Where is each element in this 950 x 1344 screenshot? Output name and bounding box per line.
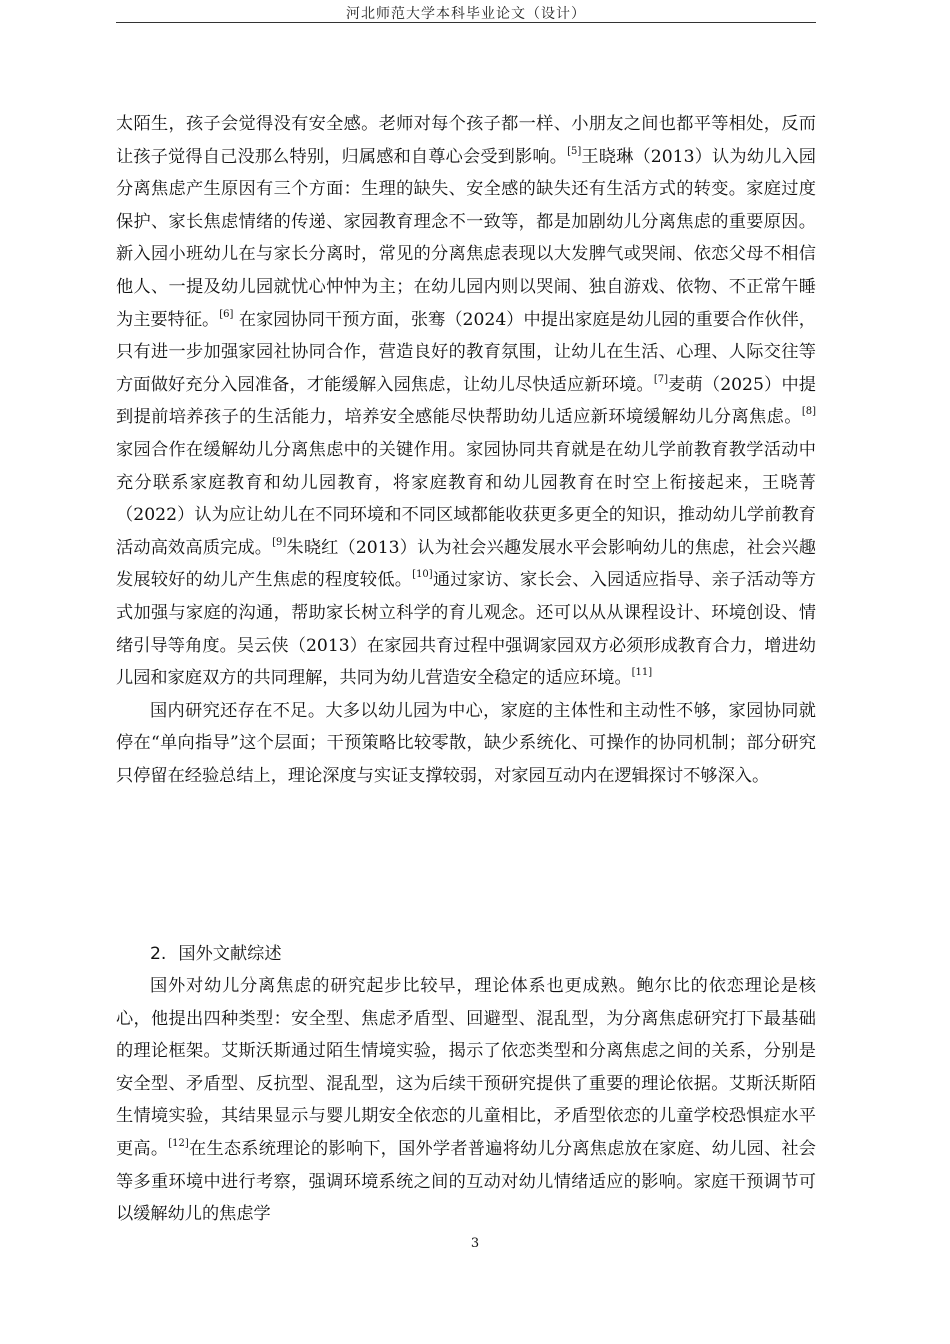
- page-number: 3: [470, 1236, 480, 1251]
- domestic-review-body: [116, 108, 816, 792]
- paragraph-domestic-studies: 太陌生，孩子会觉得没有安全感。老师对每个孩子都一样、小朋友之间也都平等相处，反而让孩子觉得自己没那么特别，归属感和自尊心会受到影响。[5]王晓琳（2013）认为幼儿入园分离焦虑产生原因有三个方面：生理的缺失、安全感的缺失还有生活方式的转变。家庭过度保护、家长焦虑情绪的传递、家园教育理念不一致等，都是加剧幼儿分离焦虑的重要原因。新入园小班幼儿在与家长分离时，常见的分离焦虑表现以大发脾气或哭闹、依恋父母不相信他人、一提及幼儿园就忧心忡忡为主；在幼儿园内则以哭闹、独自游戏、依物、不正常午睡为主要特征。[6] 在家园协同干预方面，张骞（2024）中提出家庭是幼儿园的重要合作伙伴，只有进一步加强家园社协同合作，营造良好的教育氛围，让幼儿在生活、心理、人际交往等方面做好充分入园准备，才能缓解入园焦虑，让幼儿尽快适应新环境。[7]麦萌（2025）中提到提前培养孩子的生活能力，培养安全感能尽快帮助幼儿适应新环境缓解幼儿分离焦虑。[8]家园合作在缓解幼儿分离焦虑中的关键作用。家园协同共育就是在幼儿学前教育教学活动中充分联系家庭教育和幼儿园教育，将家庭教育和幼儿园教育在时空上衔接起来，王晓菁（2022）认为应让幼儿在不同环境和不同区域都能收获更多更全的知识，推动幼儿学前教育活动高效高质完成。[9]朱晓红（2013）认为社会兴趣发展水平会影响幼儿的焦虑，社会兴趣发展较好的幼儿产生焦虑的程度较低。[10]通过家访、家长会、入园适应指导、亲子活动等方式加强与家庭的沟通，帮助家长树立科学的育儿观念。还可以从从课程设计、环境创设、情绪引导等角度。吴云侠（2013）在家园共育过程中强调家园双方必须形成教育合力，增进幼儿园和家庭双方的共同理解，共同为幼儿营造安全稳定的适应环境。[11]: [116, 114, 816, 689]
- paragraph-foreign-studies: 国外对幼儿分离焦虑的研究起步比较早，理论体系也更成熟。鲍尔比的依恋理论是核心，他提出四种类型：安全型、焦虑矛盾型、回避型、混乱型，为分离焦虑研究打下最基础的理论框架。艾斯沃斯通过陌生情境实验，揭示了依恋类型和分离焦虑之间的关系，分别是安全型、矛盾型、反抗型、混乱型，这为后续干预研究提供了重要的理论依据。艾斯沃斯陌生情境实验，其结果显示与婴儿期安全依恋的儿童相比，矛盾型依恋的儿童学校恐惧症水平更高。[12]在生态系统理论的影响下，国外学者普遍将幼儿分离焦虑放在家庭、幼儿园、社会等多重环境中进行考察，强调环境系统之间的互动对幼儿情绪适应的影响。家庭干预调节可以缓解幼儿的焦虑学: [116, 976, 816, 1225]
- paragraph-domestic-shortcomings: 国内研究还存在不足。大多以幼儿园为中心，家庭的主体性和主动性不够，家园协同就停在“单向指导”这个层面；干预策略比较零散，缺少系统化、可操作的协同机制；部分研究只停留在经验总结上，理论深度与实证支撑较弱，对家园互动内在逻辑探讨不够深入。: [116, 700, 816, 786]
- section-title: 国外文献综述: [178, 944, 282, 964]
- citation-ref: [6]: [219, 308, 234, 320]
- citation-ref: [5]: [567, 145, 582, 157]
- citation-ref: [8]: [801, 406, 816, 418]
- citation-ref: [9]: [272, 536, 287, 548]
- foreign-review-body: [116, 970, 816, 1231]
- citation-ref: [11]: [631, 667, 653, 679]
- citation-ref: [12]: [168, 1137, 189, 1149]
- citation-ref: [10]: [412, 569, 433, 581]
- header-rule: [116, 22, 816, 23]
- section-heading-foreign-review: [150, 938, 282, 971]
- page-header-title: 河北师范大学本科毕业论文（设计）: [346, 6, 586, 22]
- citation-ref: [7]: [653, 373, 668, 385]
- section-number: 2.: [150, 944, 167, 964]
